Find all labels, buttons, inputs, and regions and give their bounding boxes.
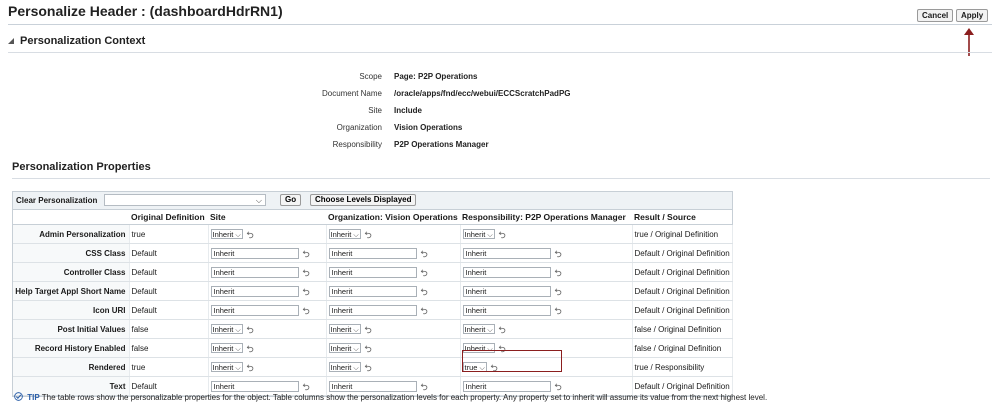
site-select[interactable]: Inherit ⌵ [212, 363, 241, 372]
responsibility-cell [460, 320, 632, 339]
column-header: Result / Source [632, 210, 732, 225]
chevron-down-icon: ⌵ [235, 327, 241, 334]
organization-input[interactable]: Inherit [329, 286, 417, 297]
organization-cell [326, 358, 460, 377]
site-input[interactable]: Inherit [211, 305, 299, 316]
original-definition: true [129, 358, 208, 377]
context-divider [8, 52, 992, 53]
undo-icon[interactable] [364, 325, 373, 334]
properties-toolbar [13, 192, 732, 210]
original-definition: Default [129, 244, 208, 263]
result-source: Default / Original Definition [632, 244, 732, 263]
undo-icon[interactable] [554, 268, 563, 277]
result-source: true / Responsibility [632, 358, 732, 377]
undo-icon[interactable] [490, 363, 499, 372]
context-label: Document Name [321, 89, 382, 98]
responsibility-cell [460, 225, 632, 244]
undo-icon[interactable] [420, 249, 429, 258]
context-row [0, 72, 1000, 82]
undo-icon[interactable] [302, 306, 311, 315]
undo-icon[interactable] [420, 287, 429, 296]
context-label: Site [368, 106, 382, 115]
table-row [13, 263, 732, 282]
clear-personalization-select[interactable] [104, 194, 266, 206]
chevron-down-icon: ⌵ [353, 346, 359, 353]
properties-title: Personalization Properties [12, 161, 151, 173]
original-definition: Default [129, 263, 208, 282]
property-name: Rendered [13, 358, 129, 377]
context-value: /oracle/apps/fnd/ecc/webui/ECCScratchPadPG [394, 89, 571, 98]
responsibility-cell [460, 263, 632, 282]
context-label: Organization [336, 123, 382, 132]
responsibility-select[interactable]: Inherit ⌵ [464, 230, 493, 239]
context-label: Responsibility [332, 140, 382, 149]
table-row [13, 225, 732, 244]
undo-icon[interactable] [246, 325, 255, 334]
undo-icon[interactable] [302, 382, 311, 391]
context-row [0, 140, 1000, 150]
chevron-down-icon: ⌵ [235, 346, 241, 353]
result-source: Default / Original Definition [632, 263, 732, 282]
result-source: Default / Original Definition [632, 377, 732, 396]
undo-icon[interactable] [420, 382, 429, 391]
tip-label: TIP [27, 393, 40, 402]
undo-icon[interactable] [246, 230, 255, 239]
chevron-down-icon: ⌵ [235, 232, 241, 239]
organization-select[interactable]: Inherit ⌵ [330, 363, 359, 372]
undo-icon[interactable] [364, 230, 373, 239]
site-select[interactable]: Inherit ⌵ [212, 344, 241, 353]
responsibility-select[interactable]: Inherit ⌵ [464, 344, 493, 353]
organization-input[interactable]: Inherit [329, 248, 417, 259]
site-cell [208, 244, 326, 263]
table-row [13, 301, 732, 320]
context-section-header[interactable] [8, 35, 145, 47]
responsibility-input[interactable]: Inherit [463, 381, 551, 392]
undo-icon[interactable] [246, 363, 255, 372]
property-name: Admin Personalization [13, 225, 129, 244]
organization-cell [326, 225, 460, 244]
responsibility-select[interactable]: Inherit ⌵ [464, 325, 493, 334]
table-row [13, 282, 732, 301]
result-source: Default / Original Definition [632, 282, 732, 301]
organization-input[interactable]: Inherit [329, 381, 417, 392]
context-row [0, 106, 1000, 116]
undo-icon[interactable] [554, 249, 563, 258]
site-select[interactable]: Inherit ⌵ [212, 325, 241, 334]
context-value: Page: P2P Operations [394, 72, 478, 81]
property-name: Controller Class [13, 263, 129, 282]
responsibility-cell [460, 244, 632, 263]
property-name: Icon URI [13, 301, 129, 320]
responsibility-cell [460, 282, 632, 301]
column-header: Organization: Vision Operations [326, 210, 460, 225]
site-cell [208, 358, 326, 377]
title-divider [8, 24, 992, 25]
responsibility-input[interactable]: Inherit [463, 267, 551, 278]
result-source: Default / Original Definition [632, 301, 732, 320]
cancel-button[interactable]: Cancel [917, 9, 953, 22]
column-header [13, 210, 129, 225]
chevron-down-icon: ⌵ [255, 196, 262, 205]
undo-icon[interactable] [364, 363, 373, 372]
site-input[interactable]: Inherit [211, 286, 299, 297]
responsibility-input[interactable]: Inherit [463, 248, 551, 259]
organization-cell [326, 301, 460, 320]
original-definition: Default [129, 377, 208, 396]
table-header-row [13, 210, 732, 225]
chevron-down-icon: ⌵ [479, 365, 485, 372]
undo-icon[interactable] [420, 306, 429, 315]
site-input[interactable]: Inherit [211, 267, 299, 278]
site-cell [208, 282, 326, 301]
properties-grid [13, 210, 733, 396]
undo-icon[interactable] [302, 249, 311, 258]
organization-cell [326, 339, 460, 358]
responsibility-cell [460, 358, 632, 377]
column-header: Original Definition [129, 210, 208, 225]
table-row [13, 244, 732, 263]
table-row [13, 339, 732, 358]
context-label: Scope [359, 72, 382, 81]
result-source: false / Original Definition [632, 339, 732, 358]
original-definition: Default [129, 301, 208, 320]
context-row [0, 123, 1000, 133]
result-source: true / Original Definition [632, 225, 732, 244]
site-cell [208, 339, 326, 358]
undo-icon[interactable] [420, 268, 429, 277]
chevron-down-icon: ⌵ [487, 232, 493, 239]
property-name: Help Target Appl Short Name [13, 282, 129, 301]
undo-icon[interactable] [364, 344, 373, 353]
collapse-triangle-icon [8, 38, 14, 44]
site-input[interactable]: Inherit [211, 381, 299, 392]
choose-levels-button[interactable]: Choose Levels Displayed [310, 194, 416, 206]
context-value: Vision Operations [394, 123, 463, 132]
original-definition: false [129, 339, 208, 358]
site-cell [208, 320, 326, 339]
organization-cell [326, 244, 460, 263]
column-header: Site [208, 210, 326, 225]
responsibility-select[interactable]: true ⌵ [464, 363, 485, 372]
undo-icon[interactable] [498, 325, 507, 334]
organization-input[interactable]: Inherit [329, 267, 417, 278]
context-value: P2P Operations Manager [394, 140, 489, 149]
table-row [13, 320, 732, 339]
property-name: CSS Class [13, 244, 129, 263]
chevron-down-icon: ⌵ [353, 232, 359, 239]
undo-icon[interactable] [554, 382, 563, 391]
site-input[interactable]: Inherit [211, 248, 299, 259]
table-row [13, 358, 732, 377]
property-name: Text [13, 377, 129, 396]
undo-icon[interactable] [498, 344, 507, 353]
column-header: Responsibility: P2P Operations Manager [460, 210, 632, 225]
tip-body: The table rows show the personalizable properties for the object. Table columns show the personalization levels for each property. Any property set to inherit will assume its value from the next highest level. [41, 393, 768, 402]
apply-button[interactable]: Apply [956, 9, 988, 22]
responsibility-cell [460, 301, 632, 320]
checkmark-tip-icon [14, 392, 23, 401]
properties-divider [12, 178, 990, 179]
undo-icon[interactable] [302, 287, 311, 296]
chevron-down-icon: ⌵ [487, 346, 493, 353]
go-button[interactable]: Go [280, 194, 301, 206]
undo-icon[interactable] [498, 230, 507, 239]
undo-icon[interactable] [554, 306, 563, 315]
chevron-down-icon: ⌵ [353, 365, 359, 372]
responsibility-input[interactable]: Inherit [463, 286, 551, 297]
tip-text [14, 392, 994, 402]
undo-icon[interactable] [554, 287, 563, 296]
chevron-down-icon: ⌵ [487, 327, 493, 334]
property-name: Record History Enabled [13, 339, 129, 358]
site-cell [208, 225, 326, 244]
property-name: Post Initial Values [13, 320, 129, 339]
properties-table [12, 191, 733, 397]
organization-select[interactable]: Inherit ⌵ [330, 344, 359, 353]
organization-input[interactable]: Inherit [329, 305, 417, 316]
organization-cell [326, 282, 460, 301]
page-title: Personalize Header : (dashboardHdrRN1) [8, 3, 283, 19]
context-title: Personalization Context [20, 35, 146, 47]
chevron-down-icon: ⌵ [235, 365, 241, 372]
context-value: Include [394, 106, 423, 115]
clear-personalization-label: Clear Personalization [16, 196, 98, 205]
result-source: false / Original Definition [632, 320, 732, 339]
organization-cell [326, 263, 460, 282]
chevron-down-icon: ⌵ [353, 327, 359, 334]
undo-icon[interactable] [246, 344, 255, 353]
undo-icon[interactable] [302, 268, 311, 277]
site-cell [208, 301, 326, 320]
site-cell [208, 263, 326, 282]
original-definition: false [129, 320, 208, 339]
responsibility-cell [460, 339, 632, 358]
original-definition: true [129, 225, 208, 244]
organization-select[interactable]: Inherit ⌵ [330, 230, 359, 239]
responsibility-input[interactable]: Inherit [463, 305, 551, 316]
original-definition: Default [129, 282, 208, 301]
organization-cell [326, 320, 460, 339]
site-select[interactable]: Inherit ⌵ [212, 230, 241, 239]
organization-select[interactable]: Inherit ⌵ [330, 325, 359, 334]
context-row [0, 89, 1000, 99]
